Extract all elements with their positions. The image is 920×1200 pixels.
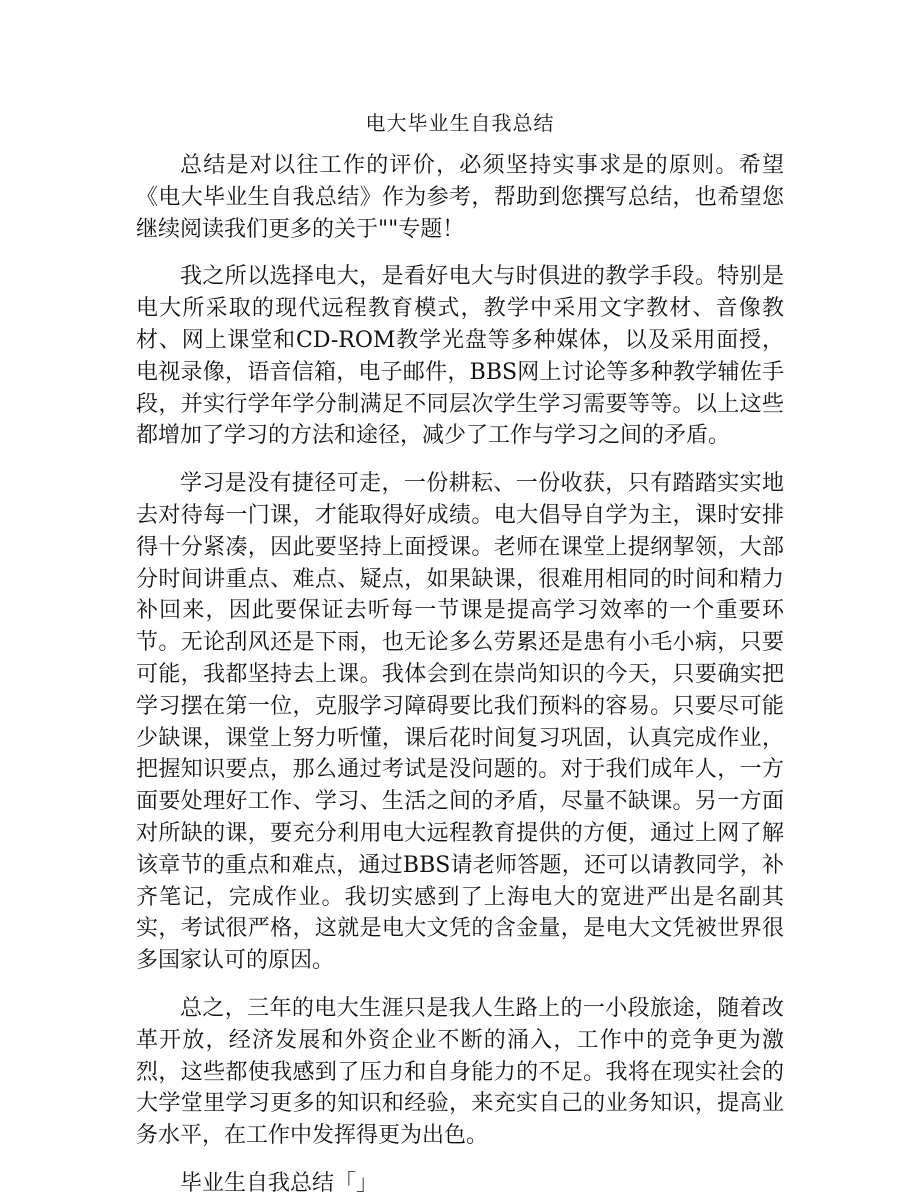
body-paragraph-2: 学习是没有捷径可走，一份耕耘、一份收获，只有踏踏实实地去对待每一门课，才能取得好成绩。电大倡导自学为主，课时安排得十分紧凑，因此要坚持上面授课。老师在课堂上提纲挈领，大部分时间讲重点、难点、疑点，如果缺课，很难用相同的时间和精力补回来，因此要保证去听每一节课是提高学习效率的一个重要环节。无论刮风还是下雨，也无论多么劳累还是患有小毛小病，只要可能，我都坚持去上课。我体会到在崇尚知识的今天，只要确实把学习摆在第一位，克服学习障碍要比我们预料的容易。只要尽可能少缺课，课堂上努力听懂，课后花时间复习巩固，认真完成作业，把握知识要点，那么通过考试是没问题的。对于我们成年人，一方面要处理好工作、学习、生活之间的矛盾，尽量不缺课。另一方面对所缺的课，要充分利用电大远程教育提供的方便，通过上网了解该章节的重点和难点，通过BBS请老师答题，还可以请教同学，补齐笔记，完成作业。我切实感到了上海电大的宽进严出是名副其实，考试很严格，这就是电大文凭的含金量，是电大文凭被世界很多国家认可的原因。 [136, 471, 784, 974]
body-paragraph-1: 我之所以选择电大，是看好电大与时俱进的教学手段。特别是电大所采取的现代远程教育模式，教学中采用文字教材、音像教材、网上课堂和CD-ROM教学光盘等多种媒体，以及采用面授，电视录像，语音信箱，电子邮件，BBS网上讨论等多种教学辅佐手段，并实行学年学分制满足不同层次学生学习需要等等。以上这些都增加了学习的方法和途径，减少了工作与学习之间的矛盾。 [136, 264, 784, 449]
document-title: 电大毕业生自我总结 [365, 111, 555, 135]
document-body [136, 150, 784, 1200]
intro-paragraph: 总结是对以往工作的评价，必须坚持实事求是的原则。希望《电大毕业生自我总结》作为参考，帮助到您撰写总结，也希望您继续阅读我们更多的关于""专题！ [136, 153, 784, 242]
body-paragraph-3: 总之，三年的电大生涯只是我人生路上的一小段旅途，随着改革开放，经济发展和外资企业不断的涌入，工作中的竞争更为激烈，这些都使我感到了压力和自身能力的不足。我将在现实社会的大学堂里学习更多的知识和经验，来充实自己的业务知识，提高业务水平，在工作中发挥得更为出色。 [136, 995, 784, 1149]
closing-paragraph: 毕业生自我总结「」 [180, 1170, 379, 1196]
